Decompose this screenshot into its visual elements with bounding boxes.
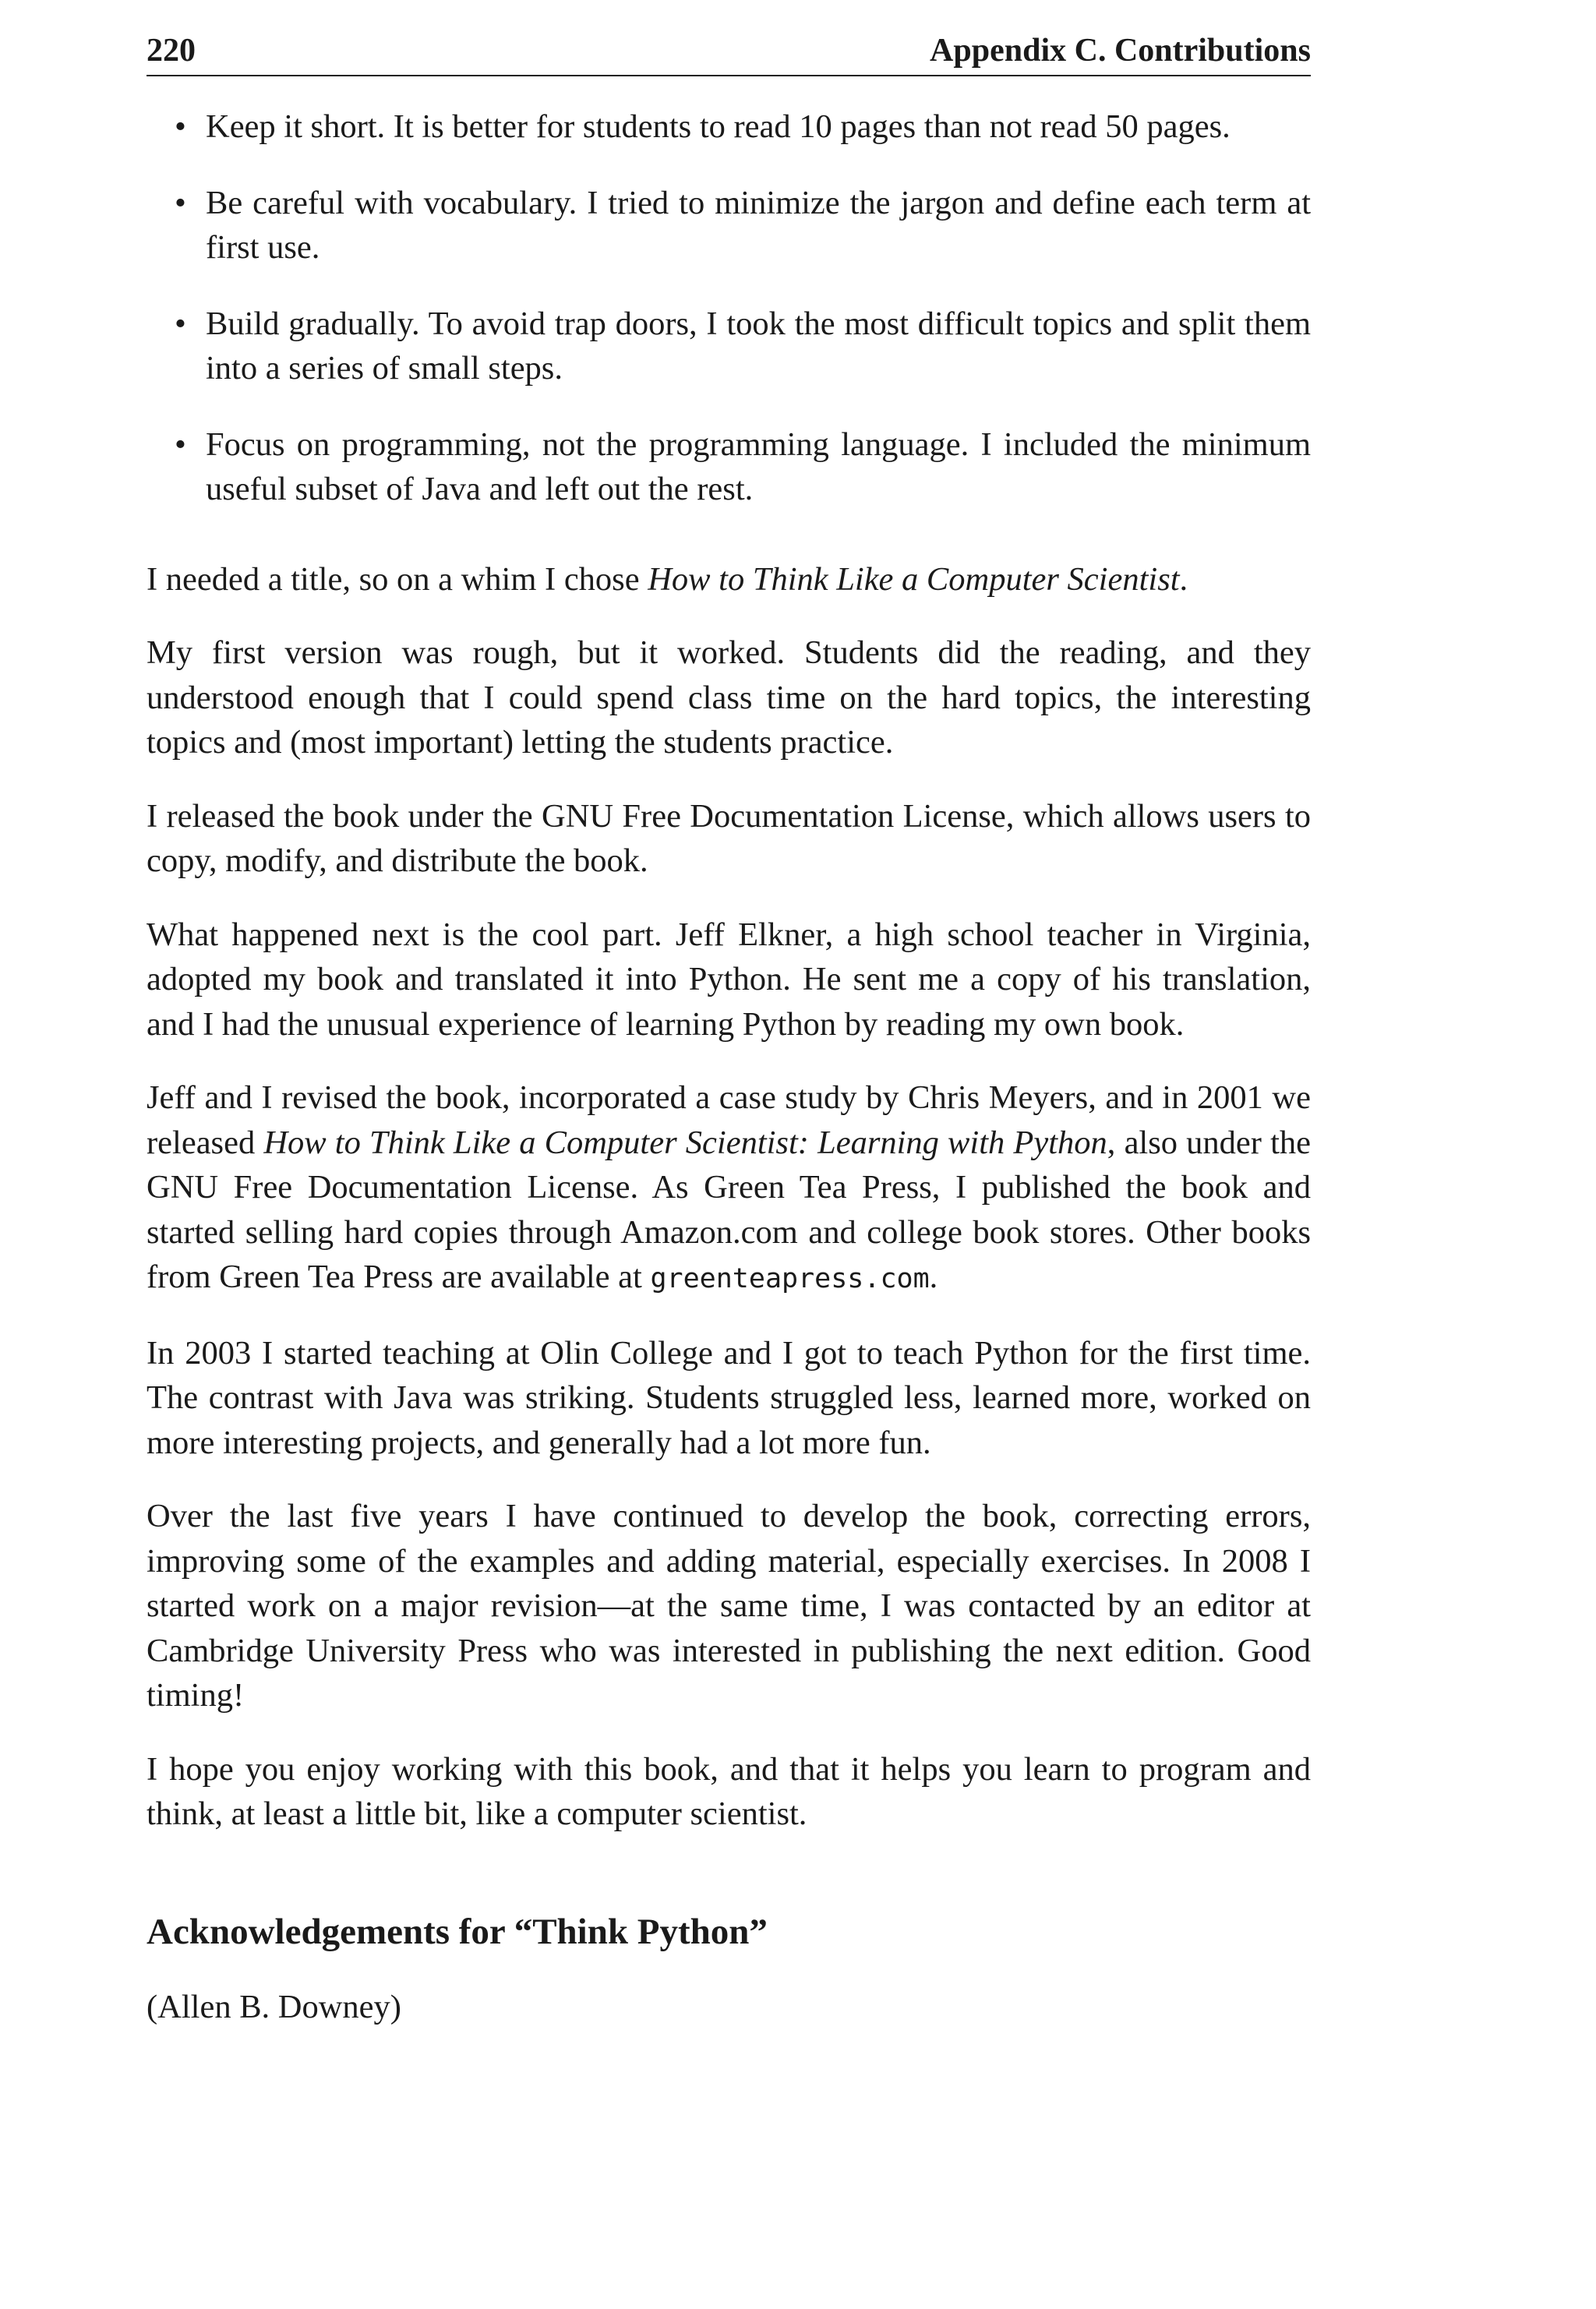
book-title: How to Think Like a Computer Scientist: Learning with Python	[263, 1124, 1107, 1161]
list-item	[175, 181, 1311, 270]
page-number: 220	[147, 33, 196, 69]
bullet-marker: •	[175, 305, 186, 342]
paragraph-text: I needed a title, so on a whim I chose	[147, 560, 648, 598]
paragraph-title-choice	[147, 557, 1311, 602]
paragraph-cool-part: What happened next is the cool part. Jeff Elkner, a high school teacher in Virginia, adopted my book and translated it into Python. He sent me a copy of his translation, and I had the unusual experience of learning Python by reading my own book.	[147, 916, 1311, 1043]
chapter-title: Appendix C. Contributions	[930, 33, 1311, 69]
paragraph-license: I released the book under the GNU Free Documentation License, which allows users to copy, modify, and distribute the book.	[147, 797, 1311, 880]
paragraph-closing: I hope you enjoy working with this book, and that it helps you learn to program and think, at least a little bit, like a computer scientist.	[147, 1750, 1311, 1833]
paragraph-olin: In 2003 I started teaching at Olin College and I got to teach Python for the first time. The contrast with Java was striking. Students struggled less, learned more, worked on more interesting projects, and generally had a lot more fun.	[147, 1334, 1311, 1461]
bullet-marker: •	[175, 184, 186, 221]
author-byline: (Allen B. Downey)	[147, 1989, 401, 2026]
list-item-text: Be careful with vocabulary. I tried to minimize the jargon and define each term at first use.	[206, 184, 1311, 267]
bullet-marker: •	[175, 108, 186, 146]
running-header	[147, 31, 1311, 76]
list-item-text: Focus on programming, not the programming language. I included the minimum useful subset of Java and left out the rest.	[206, 425, 1311, 508]
paragraph-last-five-years: Over the last five years I have continued to develop the book, correcting errors, improving some of the examples and adding material, especially exercises. In 2008 I started work on a major revision—at the same time, I was contacted by an editor at Cambridge University Press who was interested in publishing the next edition. Good timing!	[147, 1498, 1311, 1714]
website-url: greenteapress.com	[650, 1263, 930, 1295]
paragraph-text: .	[929, 1259, 938, 1296]
paragraph-first-version: My first version was rough, but it worked. Students did the reading, and they understood enough that I could spend class time on the hard topics, the interesting topics and (most important) letting the students practice.	[147, 634, 1311, 761]
list-item	[175, 422, 1311, 512]
list-item	[175, 104, 1311, 150]
paragraph-text: Jeff and I revised the book, incorporated a case study by Chris Meyers, and in 2001 we released	[147, 1079, 1311, 1161]
bullet-marker: •	[175, 425, 186, 463]
section-heading: Acknowledgements for “Think Python”	[147, 1911, 768, 1952]
paragraph-text: , also under the GNU Free Documentation License. As Green Tea Press, I published the book and started selling hard copies through Amazon.com and college book stores. Other books from Green Tea Press are available at	[147, 1124, 1311, 1296]
advice-list	[147, 104, 1311, 512]
paragraph-revision	[147, 1075, 1311, 1302]
list-item-text: Keep it short. It is better for students to read 10 pages than not read 50 pages.	[206, 108, 1231, 146]
book-page	[147, 31, 1311, 2030]
list-item-text: Build gradually. To avoid trap doors, I took the most difficult topics and split them into a series of small steps.	[206, 305, 1311, 387]
paragraph-text: .	[1179, 560, 1188, 598]
book-title: How to Think Like a Computer Scientist	[648, 560, 1180, 598]
list-item	[175, 302, 1311, 391]
